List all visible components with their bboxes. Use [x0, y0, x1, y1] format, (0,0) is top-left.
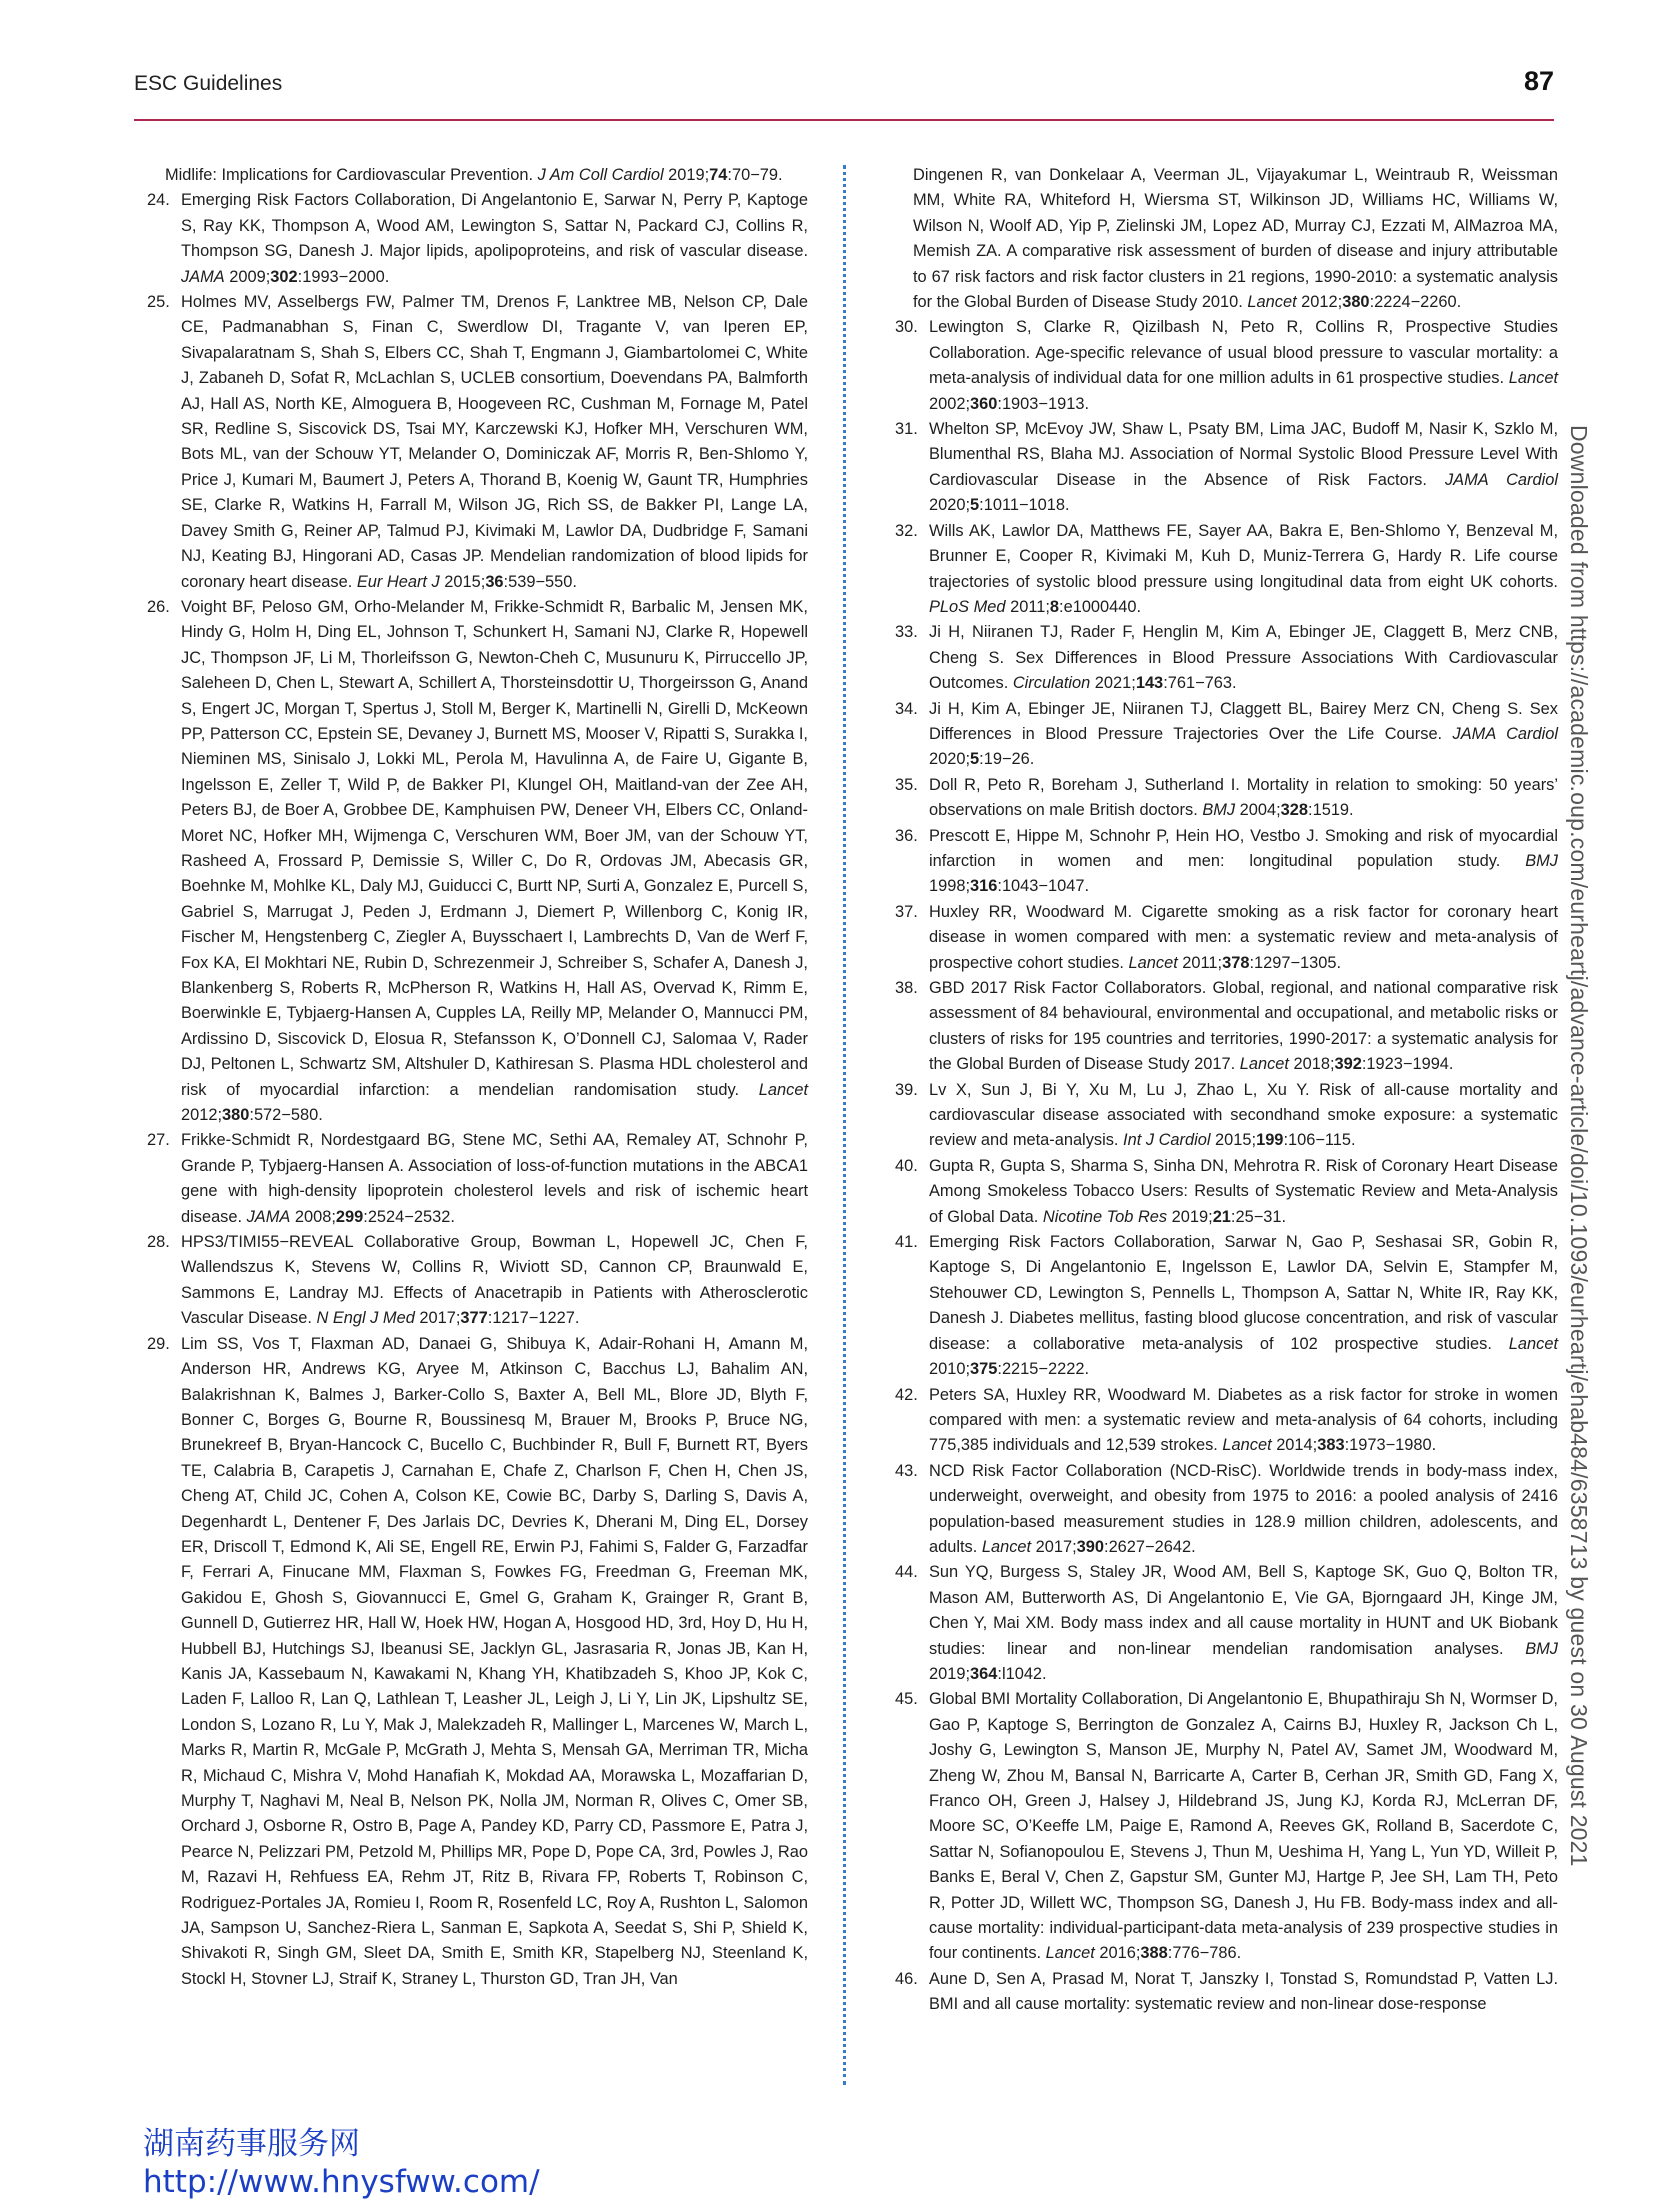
- citation-text: Holmes MV, Asselbergs FW, Palmer TM, Drenos F, Lanktree MB, Nelson CP, Dale CE, Padmanabhan S, Finan C, Swerdlow DI, Tragante V, van Iperen EP, Sivapalaratnam S, Shah S, Elbers CC, Shah T, Engmann J, Giambartolomei C, White J, Zabaneh D, Sofat R, McLachlan S, UCLEB consortium, Doevendans PA, Balmforth AJ, Hall AS, North KE, Almoguera B, Hoogeveen RC, Cushman M, Fornage M, Patel SR, Redline S, Siscovick DS, Tsai MY, Karczewski KJ, Hofker MH, Verschuren WM, Bots ML, van der Schouw YT, Melander O, Dominiczak AF, Morris R, Ben-Shlomo Y, Price J, Kumari M, Baumert J, Peters A, Thorand B, Koenig W, Gaunt TR, Humphries SE, Clarke R, Watkins H, Farrall M, Wilson JG, Rich SS, de Bakker PI, Lange LA, Davey Smith G, Reiner AP, Talmud PJ, Kivimaki M, Lawlor DA, Dudbridge F, Samani NJ, Keating BJ, Hingorani AD, Casas JP. Mendelian randomization of blood lipids for coronary heart disease.: [181, 293, 808, 591]
- journal-abbrev: Lancet: [1239, 1055, 1289, 1074]
- journal-abbrev: Lancet: [1045, 1944, 1095, 1963]
- citation-text: 2018;: [1288, 1055, 1335, 1074]
- citation-text: 2010;: [929, 1360, 971, 1379]
- citation-text: :1973−1980.: [1344, 1436, 1437, 1455]
- citation-text: :19−26.: [979, 750, 1035, 769]
- citation-text: Voight BF, Peloso GM, Orho-Melander M, Frikke-Schmidt R, Barbalic M, Jensen MK, Hindy G, Holm H, Ding EL, Johnson T, Schunkert H, Samani NJ, Clarke R, Hopewell JC, Thompson JF, Li M, Thorleifsson G, Newton-Cheh C, Musunuru K, Pirruccello JP, Saleheen D, Chen L, Stewart A, Schillert A, Thorsteinsdottir U, Thorgeirsson G, Anand S, Engert JC, Morgan T, Spertus J, Stoll M, Berger K, Martinelli N, Girelli D, McKeown PP, Patterson CC, Epstein SE, Devaney J, Burnett MS, Mooser V, Ripatti S, Surakka I, Nieminen MS, Sinisalo J, Lokki ML, Perola M, Havulinna A, de Faire U, Gigante B, Ingelsson E, Zeller T, Wild P, de Bakker PI, Klungel OH, Maitland-van der Zee AH, Peters BJ, de Boer A, Grobbee DE, Kamphuisen PW, Deneer VH, Elbers CC, Onland-Moret NC, Hofker MH, Wijmenga C, Verschuren WM, Boer JM, van der Schouw YT, Rasheed A, Frossard P, Demissie S, Willer C, Do R, Ordovas JM, Abecasis GR, Boehnke M, Mohlke KL, Daly MJ, Guiducci C, Burtt NP, Surti A, Gonzalez E, Purcell S, Gabriel S, Marrugat J, Peden J, Erdmann J, Diemert P, Willenborg C, Konig IR, Fischer M, Hengstenberg C, Ziegler A, Buysschaert I, Lambrechts D, Van de Werf F, Fox KA, El Mokhtari NE, Rubin D, Schrezenmeir J, Schreiber S, Schafer A, Danesh J, Blankenberg S, Roberts R, McPherson R, Watkins H, Hall AS, Overvad K, Rimm E, Boerwinkle E, Tybjaerg-Hansen A, Cupples LA, Reilly MP, Melander O, Mannucci PM, Ardissino D, Siscovick D, Elosua R, Stefansson K, O’Donnell CJ, Salomaa V, Rader DJ, Peltonen L, Schwartz SM, Altshuler D, Kathiresan S. Plasma HDL cholesterol and risk of myocardial infarction: a mendelian randomisation study.: [181, 597, 808, 1099]
- reference-text: [929, 979, 1558, 1073]
- citation-text: 2019;: [1167, 1207, 1213, 1226]
- reference-text: [929, 1563, 1558, 1683]
- volume-number: 299: [335, 1207, 364, 1226]
- reference-number: 25.: [147, 293, 170, 312]
- reference-text: [929, 903, 1558, 972]
- reference-number: 29.: [147, 1334, 170, 1353]
- reference-number: 26.: [147, 597, 170, 616]
- journal-abbrev: JAMA: [246, 1207, 291, 1226]
- citation-text: Emerging Risk Factors Collaboration, Sarwar N, Gao P, Seshasai SR, Gobin R, Kaptoge S, Di Angelantonio E, Ingelsson E, Lawlor DA, Selvin E, Stampfer M, Stehouwer CD, Lewington S, Pennells L, Thompson A, Sattar N, White IR, Ray KK, Danesh J. Diabetes mellitus, fasting blood glucose concentration, and risk of vascular disease: a collaborative meta-analysis of 102 prospective studies.: [929, 1233, 1558, 1353]
- citation-text: Sun YQ, Burgess S, Staley JR, Wood AM, Bell S, Kaptoge SK, Guo Q, Bolton TR, Mason AM, Butterworth AS, Di Angelantonio E, Vie GA, Bjorngaard JH, Kinge JM, Chen Y, Mai XM. Body mass index and all cause mortality in HUNT and UK Biobank studies: linear and non-linear mendelian randomisation analyses.: [929, 1563, 1558, 1658]
- citation-text: Aune D, Sen A, Prasad M, Norat T, Janszky I, Tonstad S, Romundstad P, Vatten LJ. BMI and all cause mortality: systematic review and non-linear dose-response: [929, 1969, 1558, 2014]
- reference-entry: [895, 315, 1558, 417]
- citation-text: Lewington S, Clarke R, Qizilbash N, Peto R, Collins R, Prospective Studies Collaboration. Age-specific relevance of usual blood pressure to vascular mortality: a meta-analysis of individual data for one million adults in 61 prospective studies.: [929, 318, 1558, 388]
- reference-text: [929, 1462, 1558, 1556]
- volume-number: 364: [970, 1664, 998, 1683]
- reference-text: [181, 1131, 808, 1225]
- reference-text: [913, 166, 1558, 311]
- citation-text: 2009;: [224, 267, 271, 286]
- reference-continuation: [895, 163, 1558, 315]
- journal-abbrev: PLoS Med: [929, 597, 1006, 616]
- reference-entry: [895, 976, 1558, 1078]
- citation-text: 2021;: [1090, 674, 1136, 693]
- reference-number: 33.: [895, 623, 918, 642]
- volume-number: 36: [485, 572, 504, 591]
- volume-number: 21: [1212, 1207, 1231, 1226]
- citation-text: Dingenen R, van Donkelaar A, Veerman JL, Vijayakumar L, Weintraub R, Weissman MM, White RA, Whiteford H, Wiersma ST, Wilkinson JD, Williams HC, Williams W, Wilson N, Woolf AD, Yip P, Zielinski JM, Lopez AD, Murray CJ, Ezzati M, AlMazroa MA, Memish ZA. A comparative risk assessment of burden of disease and injury attributable to 67 risk factors and risk factor clusters in 21 regions, 1990-2010: a systematic analysis for the Global Burden of Disease Study 2010.: [913, 166, 1558, 312]
- reference-text: [181, 1233, 808, 1327]
- reference-entry: [147, 1128, 808, 1230]
- journal-abbrev: Lancet: [758, 1080, 808, 1099]
- volume-number: 5: [970, 496, 980, 515]
- reference-number: 24.: [147, 191, 170, 210]
- reference-continuation: [147, 163, 808, 188]
- citation-text: 2016;: [1094, 1944, 1141, 1963]
- volume-number: 380: [222, 1106, 250, 1125]
- volume-number: 377: [460, 1309, 488, 1328]
- volume-number: 380: [1342, 293, 1370, 312]
- citation-text: Ji H, Niiranen TJ, Rader F, Henglin M, Kim A, Ebinger JE, Claggett B, Merz CNB, Cheng S. Sex Differences in Blood Pressure Associations With Cardiovascular Outcomes.: [929, 623, 1558, 693]
- column-divider: [843, 165, 846, 2085]
- reference-number: 45.: [895, 1690, 918, 1709]
- citation-text: 2020;: [929, 496, 971, 515]
- citation-text: Lv X, Sun J, Bi Y, Xu M, Lu J, Zhao L, Xu Y. Risk of all-cause mortality and cardiovascular disease associated with secondhand smoke exposure: a systematic review and meta-analysis.: [929, 1080, 1558, 1150]
- citation-text: 2017;: [414, 1309, 461, 1328]
- journal-abbrev: Lancet: [1247, 293, 1297, 312]
- citation-text: 2011;: [1177, 953, 1223, 972]
- reference-text: [181, 191, 808, 285]
- watermark-url[interactable]: http://www.hnysfww.com/: [143, 2164, 540, 2200]
- citation-text: Huxley RR, Woodward M. Cigarette smoking as a risk factor for coronary heart disease in women compared with men: a systematic review and meta-analysis of prospective cohort studies.: [929, 902, 1558, 972]
- citation-text: 2012;: [1296, 293, 1343, 312]
- download-notice: [1566, 425, 1612, 1867]
- reference-text: [181, 293, 808, 590]
- volume-number: 388: [1140, 1944, 1168, 1963]
- citation-text: :1923−1994.: [1361, 1055, 1454, 1074]
- reference-number: 41.: [895, 1233, 918, 1252]
- volume-number: 375: [970, 1360, 998, 1379]
- reference-column-left: [147, 163, 808, 1992]
- reference-number: 35.: [895, 775, 918, 794]
- citation-text: 2002;: [929, 394, 971, 413]
- volume-number: 383: [1317, 1436, 1345, 1455]
- reference-number: 28.: [147, 1233, 170, 1252]
- citation-text: :776−786.: [1167, 1944, 1242, 1963]
- reference-entry: [147, 290, 808, 595]
- reference-text: [929, 1081, 1558, 1150]
- citation-text: Global BMI Mortality Collaboration, Di Angelantonio E, Bhupathiraju Sh N, Wormser D, Gao P, Kaptoge S, Berrington de Gonzalez A, Cairns BJ, Huxley R, Jackson Ch L, Joshy G, Lewington S, Manson JE, Murphy N, Patel AV, Samet JM, Woodward M, Zheng W, Zhou M, Bansal N, Barricarte A, Carter B, Cerhan JR, Smith GD, Fang X, Franco OH, Green J, Halsey J, Hildebrand JS, Jung KJ, Korda RJ, McLerran DF, Moore SC, O’Keeffe LM, Paige E, Ramond A, Reeves GK, Rolland B, Sacerdote C, Sattar N, Sofianopoulou E, Stevens J, Thun M, Ueshima H, Yang L, Yun YD, Willeit P, Banks E, Beral V, Chen Z, Gapstur SM, Gunter MJ, Hartge P, Jee SH, Lam TH, Peto R, Potter JD, Willett WC, Thompson SG, Danesh J, Hu FB. Body-mass index and all-cause mortality: individual-participant-data meta-analysis of 239 prospective studies in four continents.: [929, 1690, 1558, 1963]
- reference-entry: [895, 1687, 1558, 1966]
- citation-text: Doll R, Peto R, Boreham J, Sutherland I. Mortality in relation to smoking: 50 years’ observations on male British doctors.: [929, 775, 1558, 820]
- page-number: 87: [1523, 66, 1554, 96]
- volume-number: 390: [1076, 1537, 1105, 1556]
- volume-number: 143: [1135, 674, 1164, 693]
- journal-abbrev: Int J Cardiol: [1123, 1131, 1211, 1150]
- citation-text: Ji H, Kim A, Ebinger JE, Niiranen TJ, Claggett BL, Bairey Merz CN, Cheng S. Sex Differences in Blood Pressure Trajectories Over the Life Course.: [929, 699, 1558, 743]
- reference-number: 37.: [895, 902, 918, 921]
- reference-entry: [895, 697, 1558, 773]
- citation-text: Lim SS, Vos T, Flaxman AD, Danaei G, Shibuya K, Adair-Rohani H, Amann M, Anderson HR, Andrews KG, Aryee M, Atkinson C, Bacchus LJ, Bahalim AN, Balakrishnan K, Balmes J, Barker-Collo S, Baxter A, Bell ML, Blore JD, Blyth F, Bonner C, Borges G, Bourne R, Boussinesq M, Brauer M, Brooks P, Bruce NG, Brunekreef B, Bryan-Hancock C, Bucello C, Buchbinder R, Bull F, Burnett RT, Byers TE, Calabria B, Carapetis J, Carnahan E, Chafe Z, Charlson F, Chen H, Chen JS, Cheng AT, Child JC, Cohen A, Colson KE, Cowie BC, Darby S, Darling S, Davis A, Degenhardt L, Dentener F, Des Jarlais DC, Devries K, Dherani M, Ding EL, Dorsey ER, Driscoll T, Edmond K, Ali SE, Engell RE, Erwin PJ, Fahimi S, Falder G, Farzadfar F, Ferrari A, Finucane MM, Flaxman S, Fowkes FG, Freedman G, Freeman MK, Gakidou E, Ghosh S, Giovannucci E, Gmel G, Graham K, Grainger R, Grant B, Gunnell D, Gutierrez HR, Hall W, Hoek HW, Hogan A, Hosgood HD, 3rd, Hoy D, Hu H, Hubbell BJ, Hutchings SJ, Ibeanusi SE, Jacklyn GL, Jasrasaria R, Jonas JB, Kan H, Kanis JA, Kassebaum N, Kawakami N, Khang YH, Khatibzadeh S, Khoo JP, Kok C, Laden F, Lalloo R, Lan Q, Lathlean T, Leasher JL, Leigh J, Li Y, Lin JK, Lipshultz SE, London S, Lozano R, Lu Y, Mak J, Malekzadeh R, Mallinger L, Marcenes W, March L, Marks R, Martin R, McGale P, McGrath J, Mehta S, Mensah GA, Merriman TR, Micha R, Michaud C, Mishra V, Mohd Hanafiah K, Mokdad AA, Morawska L, Mozaffarian D, Murphy T, Naghavi M, Neal B, Nelson PK, Nolla JM, Norman R, Olives C, Omer SB, Orchard J, Osborne R, Ostro B, Page A, Pandey KD, Parry CD, Passmore E, Patra J, Pearce N, Pelizzari PM, Petzold M, Phillips MR, Pope D, Pope CA, 3rd, Powles J, Rao M, Razavi H, Rehfuess EA, Rehm JT, Ritz B, Rivara FP, Roberts T, Robinson C, Rodriguez-Portales JA, Romieu I, Room R, Rosenfeld LC, Roy A, Rushton L, Salomon JA, Sampson U, Sanchez-Riera L, Sanman E, Sapkota A, Seedat S, Shi P, Shield K, Shivakoti R, Singh GM, Sleet DA, Smith E, Smith KR, Stapelberg NJ, Steenland K, Stockl H, Stovner LJ, Straif K, Straney L, Thurston GD, Tran JH, Van: [181, 1334, 808, 1988]
- journal-abbrev: Eur Heart J: [356, 572, 440, 591]
- citation-text: :70−79.: [727, 166, 783, 184]
- reference-number: 34.: [895, 699, 918, 718]
- citation-text: :1217−1227.: [487, 1309, 580, 1328]
- reference-entry: [895, 1230, 1558, 1382]
- reference-entry: [895, 417, 1558, 519]
- reference-number: 31.: [895, 420, 918, 439]
- citation-text: Gupta R, Gupta S, Sharma S, Sinha DN, Mehrotra R. Risk of Coronary Heart Disease Among Smokeless Tobacco Users: Results of Systematic Review and Meta-Analysis of Global Data.: [929, 1156, 1558, 1226]
- reference-text: [929, 522, 1558, 616]
- citation-text: Midlife: Implications for Cardiovascular Prevention.: [165, 166, 538, 184]
- reference-entry: [895, 773, 1558, 824]
- journal-abbrev: JAMA Cardiol: [1444, 470, 1558, 489]
- citation-text: 2017;: [1031, 1537, 1077, 1556]
- volume-number: 316: [970, 877, 998, 896]
- journal-abbrev: Lancet: [1508, 369, 1558, 388]
- citation-text: :e1000440.: [1059, 597, 1142, 616]
- journal-abbrev: Circulation: [1012, 674, 1091, 693]
- citation-text: Whelton SP, McEvoy JW, Shaw L, Psaty BM, Lima JAC, Budoff M, Nasir K, Szklo M, Blumenthal RS, Blaha MJ. Association of Normal Systolic Blood Pressure Level With Cardiovascular Disease in the Absence of Risk Factors.: [929, 420, 1558, 489]
- reference-text: [929, 623, 1558, 692]
- volume-number: 392: [1334, 1055, 1362, 1074]
- header-rule: [134, 119, 1554, 121]
- journal-abbrev: JAMA Cardiol: [1452, 724, 1559, 743]
- citation-text: :1297−1305.: [1249, 953, 1342, 972]
- citation-text: 2012;: [181, 1106, 223, 1125]
- citation-text: 2015;: [1210, 1131, 1257, 1150]
- journal-name: ESC Guidelines: [134, 72, 283, 95]
- citation-text: :1903−1913.: [997, 394, 1089, 413]
- reference-number: 32.: [895, 521, 918, 540]
- reference-entry: [895, 900, 1558, 976]
- citation-text: :539−550.: [503, 572, 577, 591]
- reference-entry: [147, 1230, 808, 1332]
- reference-text: [929, 1386, 1558, 1455]
- reference-text: [181, 1335, 808, 1988]
- journal-abbrev: Lancet: [1128, 953, 1178, 972]
- journal-abbrev: BMJ: [1525, 851, 1558, 870]
- reference-text: [929, 1690, 1558, 1962]
- citation-text: 2008;: [290, 1207, 336, 1226]
- citation-text: HPS3/TIMI55−REVEAL Collaborative Group, Bowman L, Hopewell JC, Chen F, Wallendszus K, Stevens W, Collins R, Wiviott SD, Cannon CP, Braunwald E, Sammons E, Landray MJ. Effects of Anacetrapib in Patients with Atherosclerotic Vascular Disease.: [181, 1233, 808, 1328]
- volume-number: 378: [1222, 953, 1250, 972]
- citation-text: Wills AK, Lawlor DA, Matthews FE, Sayer AA, Bakra E, Ben-Shlomo Y, Benzeval M, Brunner E, Cooper R, Kivimaki M, Kuh D, Muniz-Terrera G, Hardy R. Life course trajectories of systolic blood pressure using longitudinal data from eight UK cohorts.: [929, 521, 1558, 591]
- reference-number: 40.: [895, 1156, 918, 1175]
- volume-number: 5: [970, 750, 980, 769]
- reference-text: [165, 166, 783, 184]
- volume-number: 74: [709, 166, 728, 184]
- watermark: [143, 2125, 540, 2201]
- reference-number: 36.: [895, 826, 918, 845]
- citation-text: :l1042.: [997, 1664, 1047, 1683]
- citation-text: 2014;: [1271, 1436, 1318, 1455]
- citation-text: 2019;: [929, 1664, 971, 1683]
- journal-abbrev: Lancet: [1222, 1436, 1272, 1455]
- journal-abbrev: Lancet: [1508, 1334, 1558, 1353]
- citation-text: :2524−2532.: [363, 1207, 455, 1226]
- citation-text: GBD 2017 Risk Factor Collaborators. Global, regional, and national comparative risk assessment of 84 behavioural, environmental and occupational, and metabolic risks or clusters of risks for 195 countries and territories, 1990-2017: a systematic analysis for the Global Burden of Disease Study 2017.: [929, 979, 1558, 1074]
- reference-entry: [895, 1459, 1558, 1561]
- reference-entry: [147, 1332, 808, 1993]
- citation-text: :1993−2000.: [297, 267, 390, 286]
- reference-entry: [895, 620, 1558, 696]
- reference-number: 38.: [895, 979, 918, 997]
- citation-text: NCD Risk Factor Collaboration (NCD-RisC). Worldwide trends in body-mass index, underweight, overweight, and obesity from 1975 to 2016: a pooled analysis of 2416 population-based measurement studies in 128.9 million children, adolescents, and adults.: [929, 1461, 1558, 1556]
- reference-number: 42.: [895, 1385, 918, 1404]
- journal-abbrev: J Am Coll Cardiol: [537, 166, 664, 184]
- reference-text: [929, 420, 1558, 514]
- reference-entry: [895, 1154, 1558, 1230]
- reference-entry: [895, 1967, 1558, 2018]
- watermark-site-name: 湖南药事服务网: [143, 2126, 360, 2162]
- citation-text: 1998;: [929, 877, 971, 896]
- volume-number: 360: [970, 394, 998, 413]
- journal-abbrev: BMJ: [1202, 801, 1236, 820]
- citation-text: 2011;: [1005, 597, 1050, 616]
- citation-text: :1043−1047.: [997, 877, 1089, 896]
- journal-abbrev: Lancet: [981, 1537, 1032, 1556]
- citation-text: 2020;: [929, 750, 971, 769]
- citation-text: Emerging Risk Factors Collaboration, Di Angelantonio E, Sarwar N, Perry P, Kaptoge S, Ray KK, Thompson A, Wood AM, Lewington S, Sattar N, Packard CJ, Collins R, Thompson SG, Danesh J. Major lipids, apolipoproteins, and risk of vascular disease.: [181, 191, 808, 261]
- citation-text: Prescott E, Hippe M, Schnohr P, Hein HO, Vestbo J. Smoking and risk of myocardial infarction in women and men: longitudinal population study.: [929, 826, 1558, 870]
- running-head: [134, 66, 1554, 106]
- citation-text: 2019;: [663, 166, 710, 184]
- journal-abbrev: N Engl J Med: [316, 1309, 415, 1328]
- citation-text: :2215−2222.: [997, 1360, 1089, 1379]
- reference-number: 44.: [895, 1563, 918, 1582]
- reference-entry: [895, 1383, 1558, 1459]
- citation-text: :572−580.: [249, 1106, 323, 1125]
- citation-text: :2627−2642.: [1104, 1537, 1196, 1556]
- reference-text: [929, 700, 1558, 769]
- volume-number: 8: [1049, 597, 1060, 616]
- citation-text: Peters SA, Huxley RR, Woodward M. Diabetes as a risk factor for stroke in women compared with men: a systematic review and meta-analysis of 64 cohorts, including 775,385 individuals and 12,539 strokes.: [929, 1385, 1558, 1455]
- reference-entry: [895, 519, 1558, 621]
- reference-entry: [895, 1078, 1558, 1154]
- reference-number: 43.: [895, 1461, 918, 1480]
- journal-abbrev: JAMA: [181, 267, 225, 286]
- volume-number: 302: [270, 267, 298, 286]
- citation-text: Frikke-Schmidt R, Nordestgaard BG, Stene MC, Sethi AA, Remaley AT, Schnohr P, Grande P, Tybjaerg-Hansen A. Association of loss-of-function mutations in the ABCA1 gene with high-density lipoprotein cholesterol levels and risk of ischemic heart disease.: [181, 1131, 808, 1226]
- citation-text: 2004;: [1235, 801, 1281, 820]
- reference-entry: [895, 1560, 1558, 1687]
- reference-entry: [895, 824, 1558, 900]
- reference-number: 27.: [147, 1131, 170, 1150]
- reference-number: 30.: [895, 318, 918, 337]
- volume-number: 328: [1280, 801, 1309, 820]
- citation-text: :2224−2260.: [1369, 293, 1462, 312]
- reference-number: 46.: [895, 1969, 918, 1988]
- citation-text: :106−115.: [1283, 1131, 1356, 1150]
- reference-text: [929, 318, 1558, 412]
- reference-entry: [147, 188, 808, 290]
- reference-text: [181, 598, 808, 1124]
- volume-number: 199: [1256, 1131, 1284, 1150]
- journal-abbrev: BMJ: [1525, 1639, 1558, 1658]
- reference-text: [929, 1233, 1558, 1378]
- reference-column-right: [895, 163, 1558, 2018]
- citation-text: :25−31.: [1230, 1207, 1287, 1226]
- journal-abbrev: Nicotine Tob Res: [1042, 1207, 1168, 1226]
- reference-text: [929, 827, 1558, 896]
- reference-number: 39.: [895, 1080, 918, 1099]
- citation-text: :761−763.: [1163, 674, 1237, 693]
- citation-text: 2015;: [439, 572, 486, 591]
- reference-entry: [147, 595, 808, 1129]
- reference-text: [929, 776, 1558, 819]
- reference-text: [929, 1157, 1558, 1226]
- reference-text: [929, 1970, 1558, 2013]
- download-notice-text: Downloaded from https://academic.oup.com/eurheartj/advance-article/doi/10.1093/eurheartj/ehab484/6358713 by guest on 30 August 2021: [1566, 425, 1592, 1867]
- citation-text: :1519.: [1308, 801, 1354, 820]
- citation-text: :1011−1018.: [979, 496, 1070, 515]
